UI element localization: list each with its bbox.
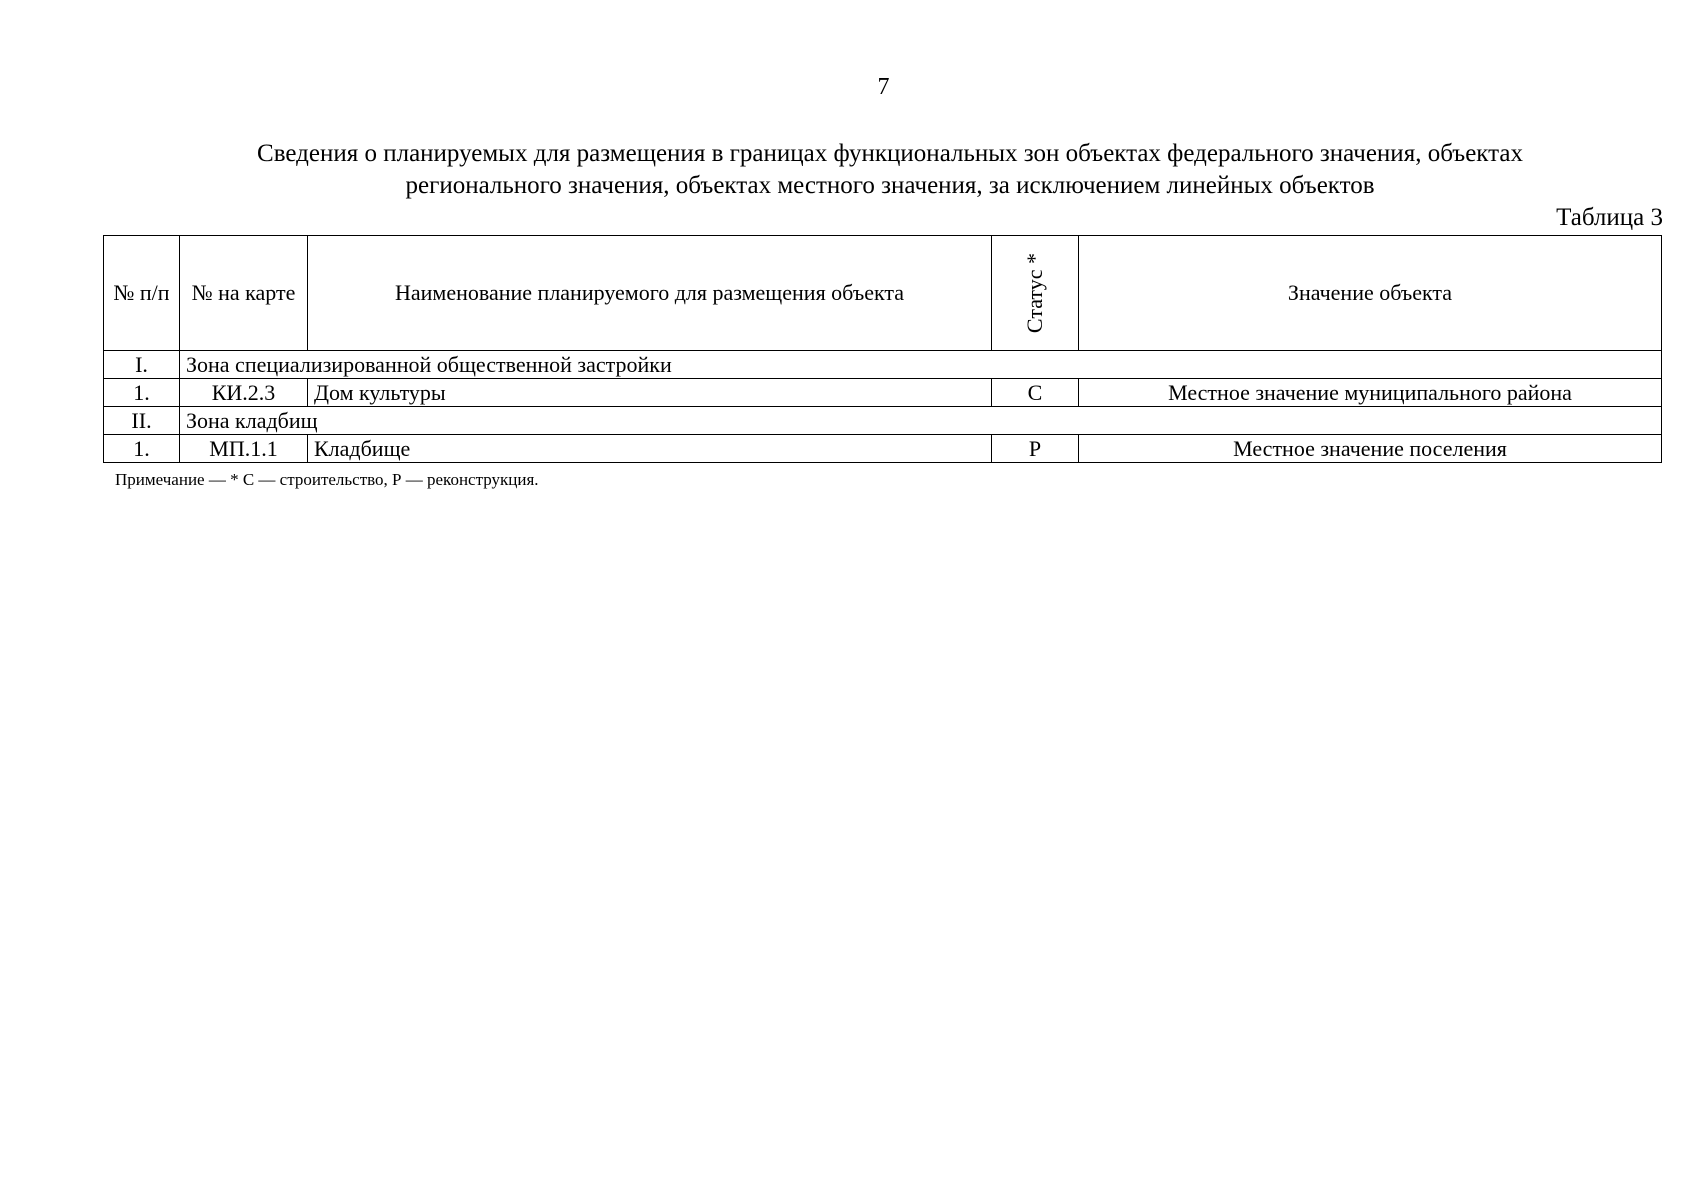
row-map-num: КИ.2.3 xyxy=(180,379,308,407)
header-significance: Значение объекта xyxy=(1079,236,1662,351)
row-name: Кладбище xyxy=(308,435,992,463)
header-name: Наименование планируемого для размещения объекта xyxy=(308,236,992,351)
section-title: Зона кладбищ xyxy=(180,407,1662,435)
row-significance: Местное значение муниципального района xyxy=(1079,379,1662,407)
objects-table xyxy=(103,235,1662,463)
document-title xyxy=(110,138,1670,202)
page-number: 7 xyxy=(877,74,890,100)
table-label: Таблица 3 xyxy=(1556,204,1663,231)
document-title-line-1: Сведения о планируемых для размещения в границах функциональных зон объектах федерального значения, объектах xyxy=(257,140,1523,167)
row-name: Дом культуры xyxy=(308,379,992,407)
header-num: № п/п xyxy=(104,236,180,351)
row-map-num: МП.1.1 xyxy=(180,435,308,463)
header-map-num: № на карте xyxy=(180,236,308,351)
table-header-row xyxy=(104,236,1662,351)
section-num: I. xyxy=(104,351,180,379)
section-row xyxy=(104,407,1662,435)
table-row xyxy=(104,435,1662,463)
header-status-label: Статус * xyxy=(1022,252,1047,334)
table-note: Примечание — * С — строительство, Р — реконструкция. xyxy=(115,470,539,489)
row-significance: Местное значение поселения xyxy=(1079,435,1662,463)
row-status: С xyxy=(992,379,1079,407)
header-status xyxy=(992,236,1079,351)
section-title: Зона специализированной общественной застройки xyxy=(180,351,1662,379)
section-row xyxy=(104,351,1662,379)
section-num: II. xyxy=(104,407,180,435)
row-num: 1. xyxy=(104,379,180,407)
row-status: Р xyxy=(992,435,1079,463)
row-num: 1. xyxy=(104,435,180,463)
document-title-line-2: регионального значения, объектах местного значения, за исключением линейных объектов xyxy=(405,172,1375,199)
table-row xyxy=(104,379,1662,407)
